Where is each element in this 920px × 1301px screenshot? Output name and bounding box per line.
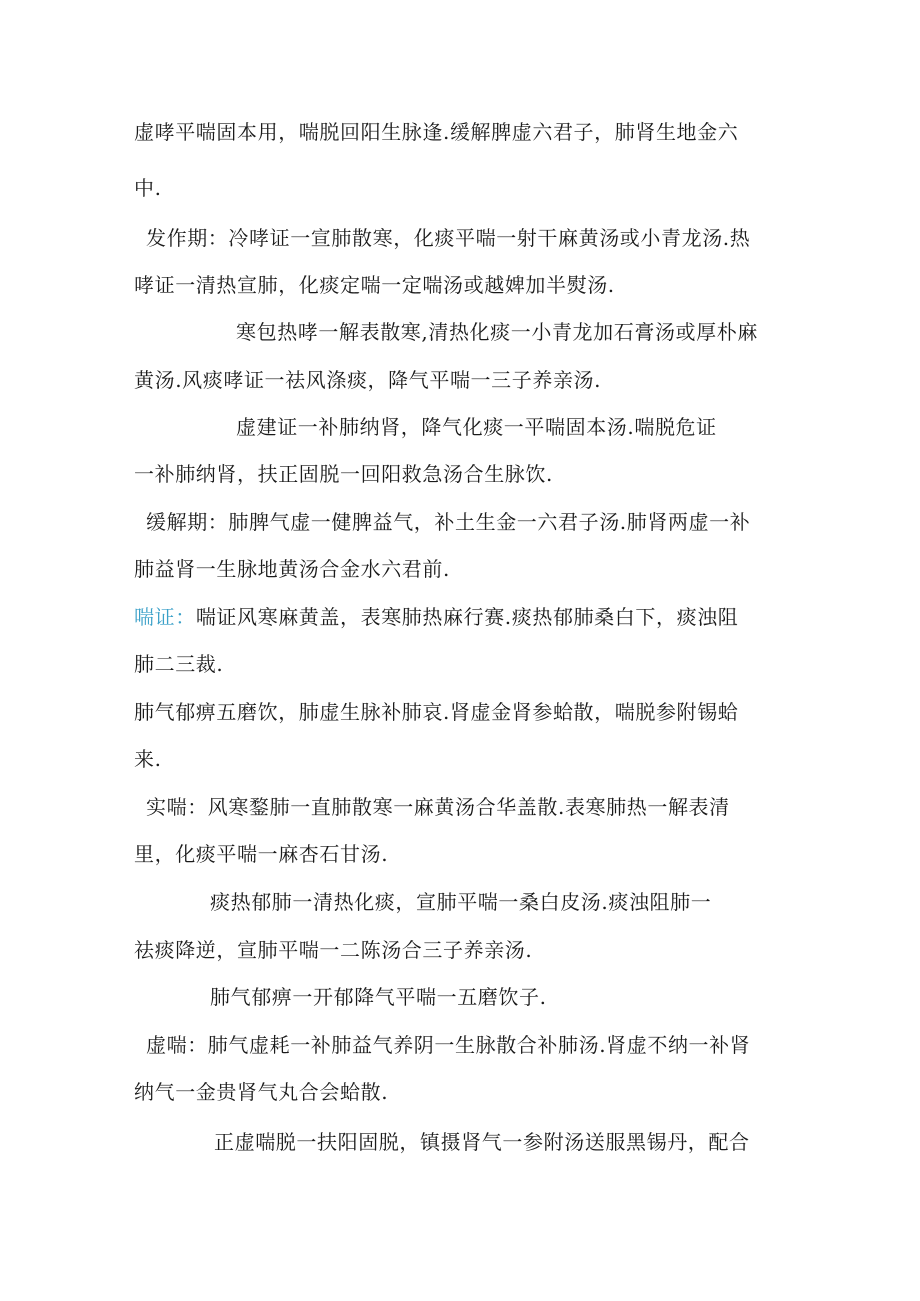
text-line-11 bbox=[134, 605, 738, 629]
text-line-11-body: 喘证风寒麻黄盖，表寒肺热麻行赛.痰热郁肺桑白下，痰浊阻 bbox=[195, 605, 739, 629]
text-line-19: 肺气郁痹一开郁降气平喘一五磨饮子. bbox=[210, 985, 547, 1009]
text-line-14: 来. bbox=[134, 747, 162, 771]
text-line-7: 虚建证一补肺纳肾，降气化痰一平喘固本汤.喘脱危证 bbox=[236, 415, 717, 439]
section-heading-chuanzheng: 喘证： bbox=[134, 605, 196, 629]
text-line-4: 哮证一清热宣肺，化痰定喘一定喘汤或越婢加半熨汤. bbox=[134, 273, 615, 297]
text-line-18: 祛痰降逆，宣肺平喘一二陈汤合三子养亲汤. bbox=[134, 938, 533, 962]
text-line-17: 痰热郁肺一清热化痰，宣肺平喘一桑白皮汤.痰浊阻肺一 bbox=[210, 890, 712, 914]
text-line-15: 实喘：风寒鍪肺一直肺散寒一麻黄汤合华盖散.表寒肺热一解表清 bbox=[146, 795, 730, 819]
text-line-22: 正虚喘脱一扶阳固脱，镇摄肾气一参附汤送服黑锡丹，配合 bbox=[214, 1130, 750, 1154]
text-line-16: 里，化痰平喘一麻杏石甘汤. bbox=[134, 842, 389, 866]
text-line-20: 虚喘：肺气虚耗一补肺益气养阴一生脉散合补肺汤.肾虚不纳一补肾 bbox=[146, 1033, 751, 1057]
text-line-13: 肺气郁痹五磨饮，肺虚生脉补肺哀.肾虚金肾参蛤散，喘脱参附锡蛤 bbox=[134, 700, 739, 724]
text-line-12: 肺二三裁. bbox=[134, 652, 224, 676]
text-line-2: 中. bbox=[134, 176, 162, 200]
text-line-6: 黄汤.风痰哮证一祛风涤痰，降气平喘一三子养亲汤. bbox=[134, 368, 602, 392]
text-line-1: 虚哮平喘固本用，喘脱回阳生脉逢.缓解脾虚六君子，肺肾生地金六 bbox=[134, 120, 739, 144]
text-line-9: 缓解期：肺脾气虚一健脾益气，补土生金一六君子汤.肺肾两虚一补 bbox=[146, 510, 751, 534]
text-line-21: 纳气一金贵肾气丸合会蛤散. bbox=[134, 1080, 389, 1104]
text-line-5: 寒包热哮一解表散寒,清热化痰一小青龙加石膏汤或厚朴麻 bbox=[236, 320, 758, 344]
text-line-8: 一补肺纳肾，扶正固脱一回阳救急汤合生脉饮. bbox=[134, 462, 553, 486]
text-line-10: 肺益肾一生脉地黄汤合金水六君前. bbox=[134, 557, 450, 581]
text-line-3: 发作期：冷哮证一宣肺散寒，化痰平喘一射干麻黄汤或小青龙汤.热 bbox=[146, 226, 751, 250]
